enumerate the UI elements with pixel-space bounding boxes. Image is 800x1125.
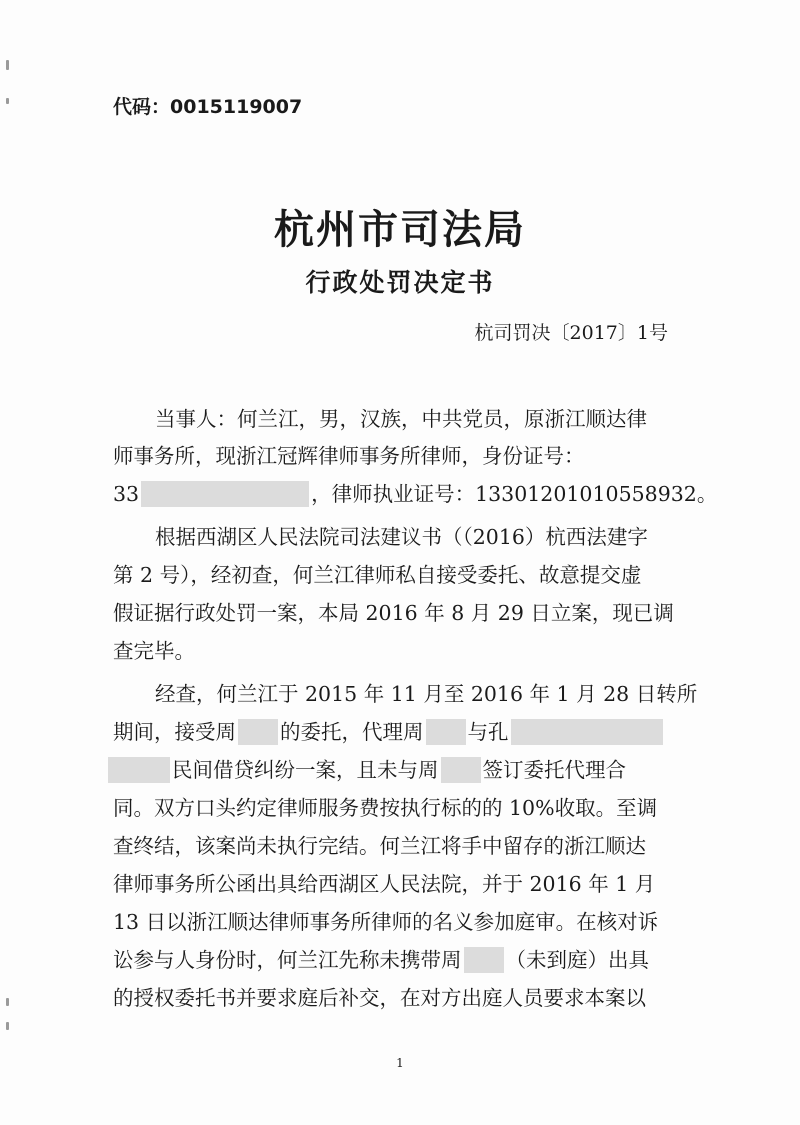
body-line: 的授权委托书并要求庭后补交，在对方出庭人员要求本案以 [113, 986, 646, 1010]
redaction-block [238, 719, 278, 745]
body-line: 13 日以浙江顺达律师事务所律师的名义参加庭审。在核对诉 [113, 910, 659, 934]
redaction-block [108, 757, 170, 783]
redaction-block [426, 719, 466, 745]
body-line: 律师事务所公函出具给西湖区人民法院，并于 2016 年 1 月 [113, 872, 656, 896]
text-fragment: 与孔 [467, 720, 509, 744]
text-fragment: 民间借贷纠纷一案，且未与周 [172, 758, 439, 782]
body-line [106, 752, 626, 788]
issuing-authority-title: 杭州市司法局 [274, 207, 526, 253]
scan-mark [6, 1022, 9, 1030]
body-line: 经查，何兰江于 2015 年 11 月至 2016 年 1 月 28 日转所 [155, 682, 698, 706]
page-number: 1 [396, 1056, 404, 1070]
body-line: 查完毕。 [113, 639, 195, 663]
scan-mark [6, 998, 9, 1006]
body-line: 当事人：何兰江，男，汉族，中共党员，原浙江顺达律 [155, 407, 647, 431]
text-fragment: 讼参与人身份时，何兰江先称未携带周 [113, 948, 462, 972]
body-line [113, 476, 717, 512]
scan-mark [6, 98, 9, 104]
body-line [113, 714, 665, 750]
text-fragment: 签订委托代理合 [482, 758, 626, 782]
id-number-prefix: 33 [113, 482, 140, 506]
document-type-subtitle: 行政处罚决定书 [305, 268, 495, 297]
body-line: 查终结，该案尚未执行完结。何兰江将手中留存的浙江顺达 [113, 834, 646, 858]
redaction-block [464, 947, 504, 973]
body-line: 第 2 号），经初查，何兰江律师私自接受委托、故意提交虚 [113, 563, 642, 587]
text-fragment: （未到庭）出具 [505, 948, 649, 972]
license-number-text: ，律师执业证号：13301201010558932。 [311, 482, 718, 506]
body-line: 同。双方口头约定律师服务费按执行标的的 10%收取。至调 [113, 796, 658, 820]
text-fragment: 的委托，代理周 [280, 720, 424, 744]
redaction-block [441, 757, 481, 783]
redaction-block [511, 719, 663, 745]
body-line: 师事务所，现浙江冠辉律师事务所律师，身份证号： [113, 444, 585, 468]
document-number: 杭司罚决〔2017〕1号 [474, 322, 668, 344]
body-line: 根据西湖区人民法院司法建议书（（2016）杭西法建字 [155, 525, 648, 549]
text-fragment: 期间，接受周 [113, 720, 236, 744]
scan-mark [6, 60, 9, 70]
body-line: 假证据行政处罚一案，本局 2016 年 8 月 29 日立案，现已调 [113, 601, 674, 625]
document-code: 代码：0015119007 [113, 96, 303, 118]
redaction-block [141, 481, 309, 507]
body-line [113, 942, 649, 978]
